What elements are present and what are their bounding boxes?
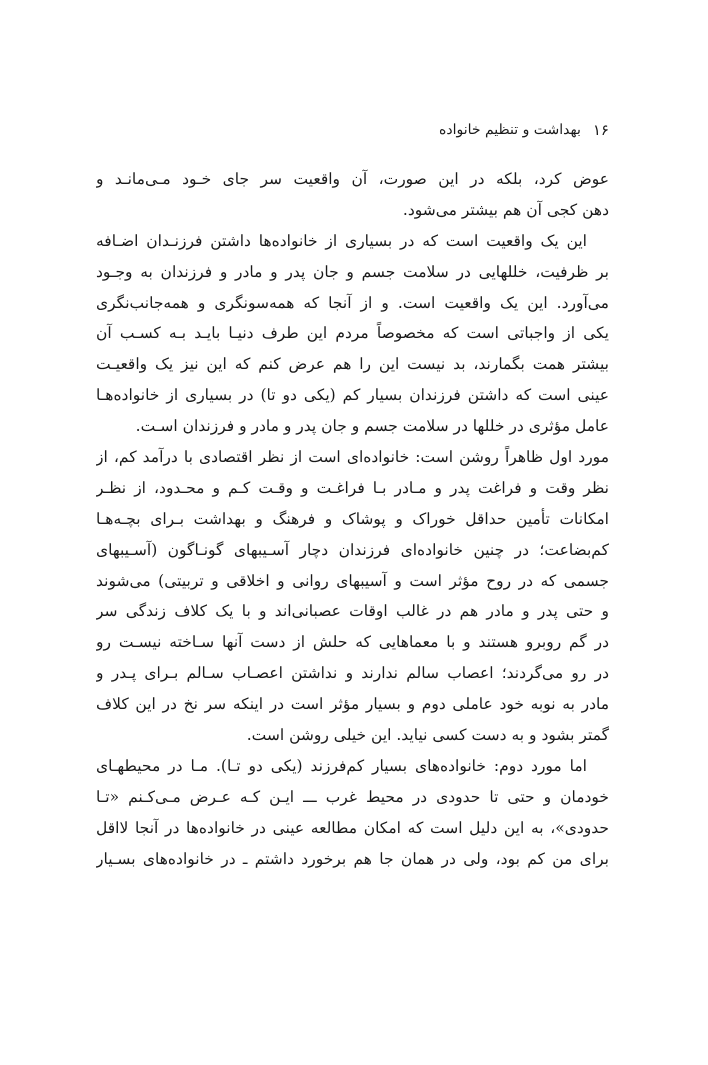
text-line: در گم روبرو هستند و با معماهایی که حلش از دست آنها سـاخته نیسـت رو [96,633,609,652]
text-line: اما مورد دوم: خانواده‌های بسیار کم‌فرزند (یکی دو تـا). مـا در محیطهـای [96,756,587,775]
text-line: و حتی پدر و مادر هم در غالب اوقات عصبانی‌اند و با یک کلاف زندگی سر [96,602,609,621]
page-number: ۱۶ [592,121,609,139]
text-line: عوض کرد، بلکه در این صورت، آن واقعیت سر جای خـود مـی‌مانـد و [96,170,609,188]
text-line: حدودی»، به این دلیل است که امکان مطالعه عینی در خانواده‌ها در آنجا لااقل [96,818,609,837]
text-line: نظر وقت و فراغت پدر و مـادر بـا فراغـت و وقـت کـم و محـدود، از نظـر [96,478,609,497]
text-line: در رو می‌گردند؛ اعصاب سالم ندارند و نداشتن اعصـاب سـالم بـرای پـدر و [96,664,609,683]
text-line: گمتر بشود و به دست کسی نیاید. این خیلی روشن است. [246,726,609,745]
text-line: دهن کجی آن هم بیشتر می‌شود. [402,200,609,219]
text-line: برای من کم بود، ولی در همان جا هم برخورد داشتم ـ در خانواده‌های بسـیار [96,849,609,868]
text-line: کم‌بضاعت؛ در چنین خانواده‌ای فرزندان دچار آسـیبهای گونـاگون (آسـیبهای [96,540,609,559]
text-line: مادر به نوبه خود عاملی دوم و بسیار مؤثر است در اینکه سر نخ در این کلاف [96,695,609,714]
text-line: یکی از واجباتی است که مخصوصاً مردم این طرف دنیـا بایـد بـه کسـب آن [96,324,609,343]
text-line: خودمان و حتی تا حدودی در محیط غرب ـــ ایـن کـه عـرض مـی‌کـنم «تـا [96,787,609,806]
text-line: مورد اول ظاهراً روشن است: خانواده‌ای است از نظر اقتصادی با درآمد کم، از [96,448,609,467]
text-line: جسمی که در روح مؤثر است و آسیبهای روانی و اخلاقی و تربیتی) می‌شوند [96,571,609,590]
text-line: امکانات تأمین حداقل خوراک و پوشاک و فرهنگ و بهداشت بـرای بچـه‌هـا [96,509,609,528]
text-line: این یک واقعیت است که در بسیاری از خانواده‌ها داشتن فرزنـدان اضـافه [96,231,587,250]
text-line: بر ظرفیت، خللهایی در سلامت جسم و جان پدر و مادر و فرزندان به وجـود [96,262,609,281]
page-header [96,116,609,144]
running-title: بهداشت و تنظیم خانواده [439,122,581,138]
text-line: عینی است که داشتن فرزندان بسیار کم (یکی دو تا) در بسیاری از خانواده‌هـا [96,386,609,405]
text-line: می‌آورد. این یک واقعیت است. و از آنجا که همه‌سونگری و همه‌جانب‌نگری [96,293,609,312]
text-line: بیشتر همت بگمارند، بد نیست این را هم عرض کنم که این نیز یک واقعیـت [96,355,609,374]
body-text [96,164,609,874]
text-line: عامل مؤثری در خللها در سلامت جسم و جان پدر و مادر و فرزندان اسـت. [135,417,609,436]
